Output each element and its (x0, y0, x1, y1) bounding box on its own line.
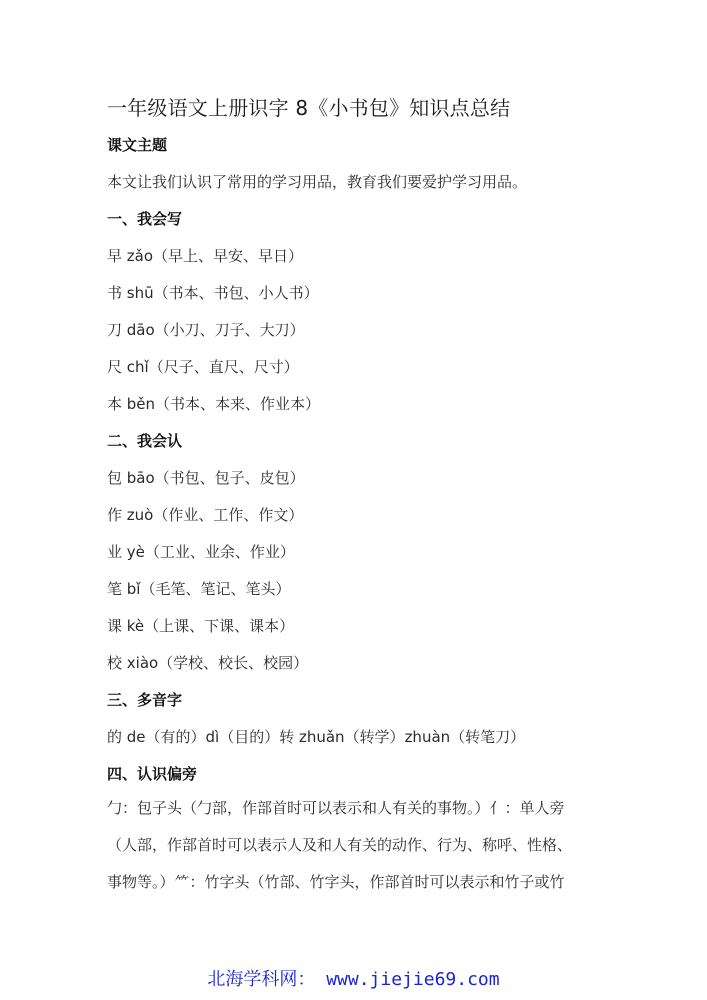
radicals-paragraph (107, 797, 603, 908)
write-item-ben: 本 běn（书本、本来、作业本） (107, 395, 321, 413)
section-radicals-heading: 四、认识偏旁 (107, 765, 198, 783)
radicals-line: 事物等。）⺮：竹字头（竹部、竹字头，作部首时可以表示和竹子或竹 (107, 873, 565, 891)
theme-heading: 课文主题 (107, 136, 168, 154)
recognize-item-xiao: 校 xiào（学校、校长、校园） (107, 654, 309, 672)
write-item-dao: 刀 dāo（小刀、刀子、大刀） (107, 321, 305, 339)
theme-text: 本文让我们认识了常用的学习用品，教育我们要爱护学习用品。 (107, 173, 528, 191)
footer-watermark: 北海学科网： www.jiejie69.com (207, 969, 500, 990)
polyphone-text: 的 de（有的）dì（目的）转 zhuǎn（转学）zhuàn（转笔刀） (107, 728, 526, 746)
write-item-zao: 早 zǎo（早上、早安、早日） (107, 247, 304, 265)
recognize-item-bao: 包 bāo（书包、包子、皮包） (107, 469, 305, 487)
recognize-item-ke: 课 kè（上课、下课、课本） (107, 617, 295, 635)
write-item-shu: 书 shū（书本、书包、小人书） (107, 284, 319, 302)
document-title: 一年级语文上册识字 8《小书包》知识点总结 (107, 96, 511, 120)
recognize-item-ye: 业 yè（工业、业余、作业） (107, 543, 295, 561)
recognize-item-zuo: 作 zuò（作业、工作、作文） (107, 506, 304, 524)
write-item-chi: 尺 chǐ（尺子、直尺、尺寸） (107, 358, 299, 376)
section-polyphone-heading: 三、多音字 (107, 691, 183, 709)
radicals-line: 勹：包子头（勹部，作部首时可以表示和人有关的事物。）亻：单人旁 (107, 799, 565, 817)
section-write-heading: 一、我会写 (107, 210, 183, 228)
section-recognize-heading: 二、我会认 (107, 432, 183, 450)
radicals-line: （人部，作部首时可以表示人及和人有关的动作、行为、称呼、性格、 (107, 836, 573, 854)
recognize-item-bi: 笔 bǐ（毛笔、笔记、笔头） (107, 580, 291, 598)
